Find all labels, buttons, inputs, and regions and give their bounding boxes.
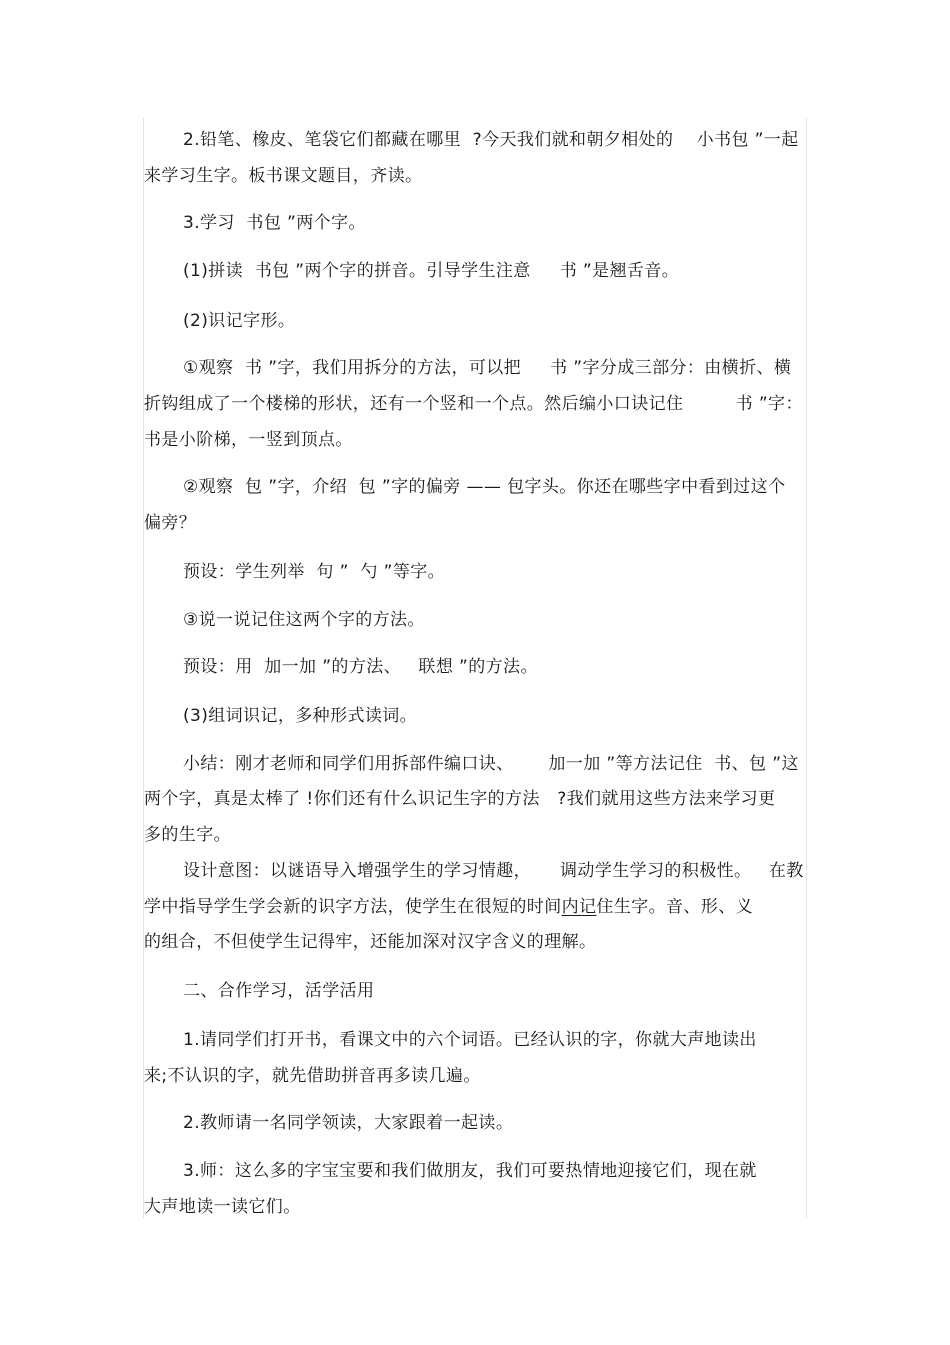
- text-line: 大声地读一读它们。: [144, 1197, 301, 1217]
- text-line: 3.师：这么多的字宝宝要和我们做朋友，我们可要热情地迎接它们，现在就: [183, 1161, 757, 1181]
- left-margin-rule: [143, 118, 144, 1218]
- text-line: ①观察 书 ”字，我们用拆分的方法，可以把 书 ”字分成三部分：由横折、横: [183, 358, 792, 378]
- text-line: ②观察 包 ”字，介绍 包 ”字的偏旁 —— 包字头。你还在哪些字中看到过这个: [183, 477, 786, 497]
- text-line: 1.请同学们打开书，看课文中的六个词语。已经认识的字，你就大声地读出: [183, 1030, 757, 1050]
- underlined-text: 内记: [561, 897, 597, 917]
- text-line: (2)识记字形。: [183, 311, 296, 331]
- text-line: 小结：刚才老师和同学们用拆部件编口诀、 加一加 ”等方法记住 书、包 ”这: [183, 754, 799, 774]
- text-line: (1)拼读 书包 ”两个字的拼音。引导学生注意 书 ”是翘舌音。: [183, 261, 680, 281]
- text-line: 预设：用 加一加 ”的方法、 联想 ”的方法。: [183, 657, 538, 677]
- text-segment: 住生字。音、形、义: [596, 897, 754, 917]
- text-line: 3.学习 书包 ”两个字。: [183, 213, 366, 233]
- text-line: 2.教师请一名同学领读，大家跟着一起读。: [183, 1113, 514, 1133]
- text-line: 来;不认识的字，就先借助拼音再多读几遍。: [144, 1066, 481, 1086]
- text-segment: 学中指导学生学会新的识字方法，使学生在很短的时间: [144, 897, 562, 917]
- text-line: 折钩组成了一个楼梯的形状，还有一个竖和一个点。然后编小口诀记住 书 ”字：: [144, 394, 803, 414]
- text-line: 两个字，真是太棒了 !你们还有什么识记生字的方法 ?我们就用这些方法来学习更: [144, 789, 776, 809]
- text-line: 设计意图：以谜语导入增强学生的学习情趣， 调动学生学习的积极性。 在教: [183, 861, 804, 881]
- right-margin-rule: [806, 118, 807, 1218]
- text-line: 书是小阶梯，一竖到顶点。: [144, 430, 353, 450]
- text-line: 预设：学生列举 句 ” 勺 ”等字。: [183, 562, 446, 582]
- text-line: 偏旁？: [144, 513, 197, 533]
- text-line: 2.铅笔、橡皮、笔袋它们都藏在哪里 ?今天我们就和朝夕相处的 小书包 ”一起: [183, 130, 799, 150]
- section-heading: 二、合作学习，活学活用: [183, 981, 375, 1001]
- text-line: (3)组词识记，多种形式读词。: [183, 706, 418, 726]
- text-line: 多的生字。: [144, 825, 231, 845]
- text-line: 的组合，不但使学生记得牢，还能加深对汉字含义的理解。: [144, 932, 597, 952]
- text-line: ③说一说记住这两个字的方法。: [183, 610, 425, 630]
- text-line: 来学习生字。板书课文题目，齐读。: [144, 166, 423, 186]
- text-line: [144, 896, 753, 918]
